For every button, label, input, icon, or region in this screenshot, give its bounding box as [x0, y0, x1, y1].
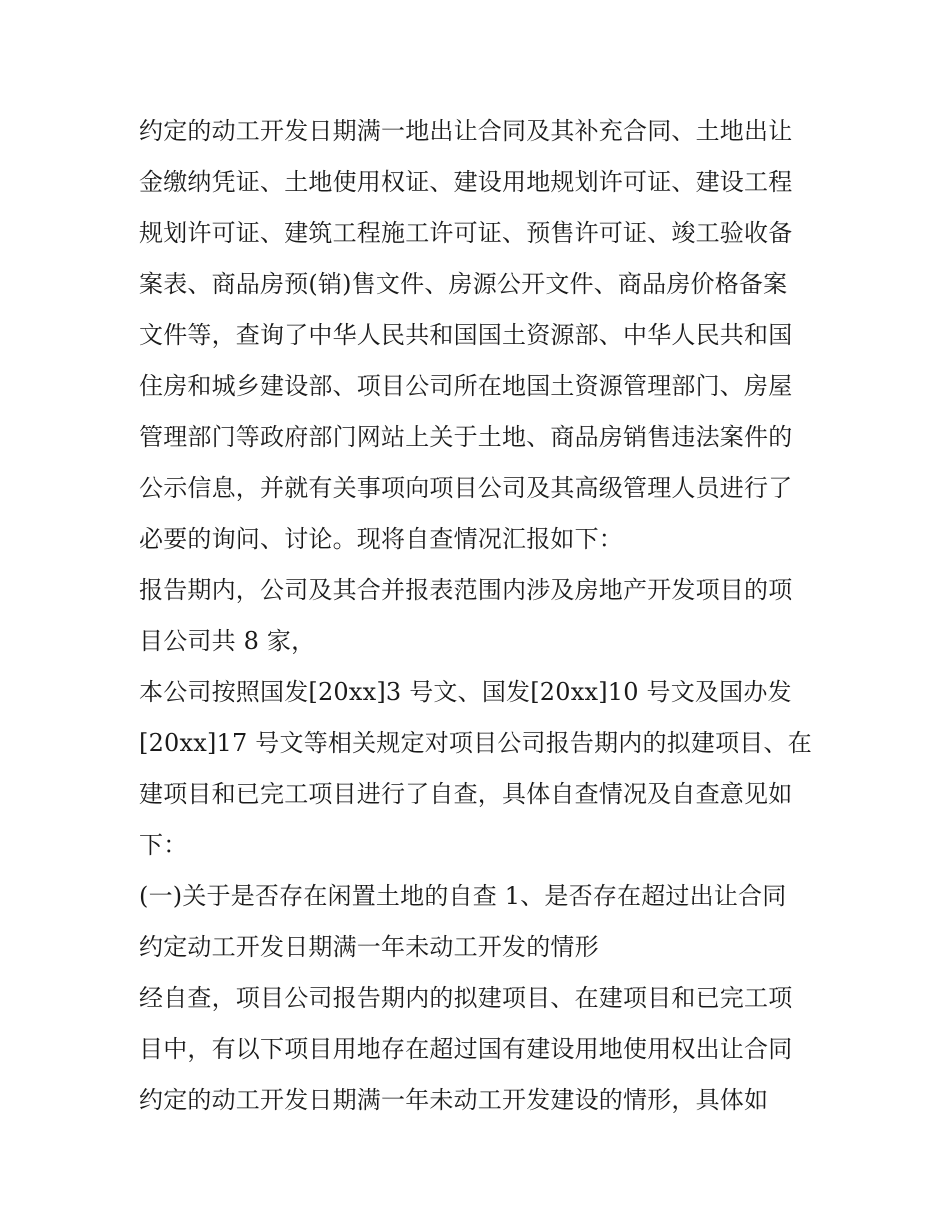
text-line: (一)关于是否存在闲置土地的自查 1、是否存在超过出让合同	[139, 882, 787, 910]
text-line: 案表、商品房预(销)售文件、房源公开文件、商品房价格备案	[139, 270, 788, 298]
text-line: 规划许可证、建筑工程施工许可证、预售许可证、竣工验收备	[139, 219, 793, 247]
text-line: 目中，有以下项目用地存在超过国有建设用地使用权出让合同	[139, 1035, 793, 1063]
text-line: 约定的动工开发日期满一年未动工开发建设的情形，具体如	[139, 1086, 769, 1114]
text-line: 文件等，查询了中华人民共和国国土资源部、中华人民共和国	[139, 321, 793, 349]
text-line: 约定动工开发日期满一年未动工开发的情形	[139, 933, 599, 961]
text-line: 下：	[139, 831, 188, 859]
text-line: 本公司按照国发[20xx]3 号文、国发[20xx]10 号文及国办发	[139, 678, 792, 706]
text-line: 必要的询问、讨论。现将自查情况汇报如下：	[139, 525, 623, 553]
text-line: 经自查，项目公司报告期内的拟建项目、在建项目和已完工项	[139, 984, 793, 1012]
text-line: 管理部门等政府部门网站上关于土地、商品房销售违法案件的	[139, 423, 793, 451]
text-line: 建项目和已完工项目进行了自查，具体自查情况及自查意见如	[139, 780, 793, 808]
text-line: 目公司共 8 家，	[139, 627, 316, 655]
text-line: 报告期内，公司及其合并报表范围内涉及房地产开发项目的项	[139, 576, 793, 604]
text-line: 公示信息，并就有关事项向项目公司及其高级管理人员进行了	[139, 474, 793, 502]
text-line: 住房和城乡建设部、项目公司所在地国土资源管理部门、房屋	[139, 372, 793, 400]
text-line: 约定的动工开发日期满一地出让合同及其补充合同、土地出让	[139, 117, 793, 145]
text-line: [20xx]17 号文等相关规定对项目公司报告期内的拟建项目、在	[139, 729, 812, 757]
document-body	[139, 106, 819, 1126]
text-line: 金缴纳凭证、土地使用权证、建设用地规划许可证、建设工程	[139, 168, 793, 196]
